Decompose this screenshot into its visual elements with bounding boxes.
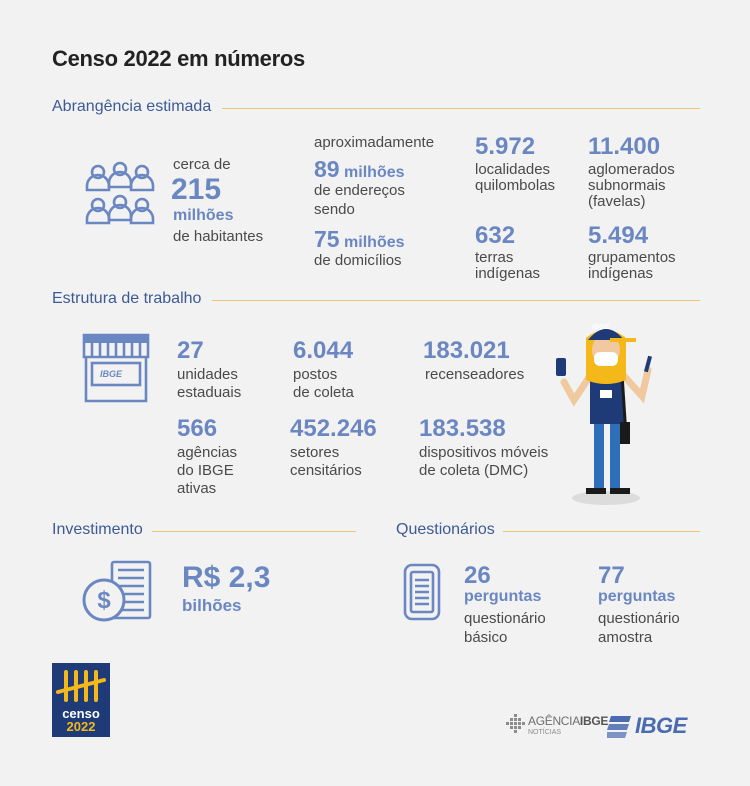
grupamentos-l1: grupamentos <box>588 249 676 266</box>
postos-number: 6.044 <box>293 337 354 364</box>
postos-l2: de coleta <box>293 384 354 401</box>
amostra-unit: perguntas <box>598 588 676 605</box>
section-rule <box>222 108 700 109</box>
unidades-l1: unidades <box>177 366 238 383</box>
agencias-number: 566 <box>177 415 218 442</box>
section-rule <box>212 300 700 301</box>
addresses-unit: milhões <box>344 164 405 181</box>
domicilios-suffix: de domicílios <box>314 252 402 269</box>
recenseadores-l1: recenseadores <box>425 366 525 383</box>
amostra-number: 77 <box>598 562 625 589</box>
censo-2022-logo <box>52 663 110 737</box>
amostra-l2: amostra <box>598 629 653 646</box>
addresses-suffix1: de endereços <box>314 182 405 199</box>
domicilios-unit: milhões <box>344 234 405 251</box>
dmc-l2: de coleta (DMC) <box>419 462 529 479</box>
section-rule <box>152 531 356 532</box>
unidades-l2: estaduais <box>177 384 242 401</box>
section-questionarios: Questionários <box>396 521 495 538</box>
population-suffix: de habitantes <box>173 228 264 245</box>
svg-text:$: $ <box>97 587 111 614</box>
section-rule <box>503 531 700 532</box>
addresses-number: 89 <box>314 156 340 182</box>
favelas-l3: (favelas) <box>588 193 646 210</box>
amostra-l1: questionário <box>598 610 680 627</box>
agencia-sub: NOTÍCIAS <box>528 729 562 736</box>
basico-number: 26 <box>464 562 491 589</box>
recenseadores-number: 183.021 <box>423 337 510 364</box>
quilombolas-l1: localidades <box>475 161 551 178</box>
terras-number: 632 <box>475 222 516 249</box>
section-estrutura: Estrutura de trabalho <box>52 290 202 307</box>
population-prefix: cerca de <box>173 156 231 173</box>
cap-logo: IBGE <box>592 324 610 331</box>
addresses-figure <box>314 156 405 183</box>
agencias-l1: agências <box>177 444 238 461</box>
favelas-l2: subnormais <box>588 177 666 194</box>
setores-number: 452.246 <box>290 415 377 442</box>
section-investimento: Investimento <box>52 521 143 538</box>
addresses-prefix: aproximadamente <box>314 134 435 151</box>
agencia-main: AGÊNCIA <box>528 714 580 728</box>
unidades-number: 27 <box>177 337 204 364</box>
population-number: 215 <box>171 173 222 206</box>
dmc-number: 183.538 <box>419 415 506 442</box>
page-title: Censo 2022 em números <box>52 46 305 71</box>
favelas-number: 11.400 <box>588 133 661 160</box>
setores-l1: setores <box>290 444 340 461</box>
tally-marks-icon <box>52 666 110 706</box>
basico-l2: básico <box>464 629 508 646</box>
agencias-l2: do IBGE <box>177 462 234 479</box>
favelas-l1: aglomerados <box>588 161 675 178</box>
quilombolas-l2: quilombolas <box>475 177 556 194</box>
setores-l2: censitários <box>290 462 362 479</box>
grupamentos-l2: indígenas <box>588 265 654 282</box>
section-abrangencia: Abrangência estimada <box>52 98 212 115</box>
people-icon <box>84 160 156 236</box>
grupamentos-number: 5.494 <box>588 222 649 249</box>
investment-unit: bilhões <box>182 596 242 615</box>
agencia-mark-icon <box>506 714 526 736</box>
domicilios-figure <box>314 226 405 253</box>
population-unit: milhões <box>173 207 234 224</box>
ibge-logo-text: IBGE <box>635 713 687 738</box>
postos-l1: postos <box>293 366 338 383</box>
terras-l2: indígenas <box>475 265 541 282</box>
ibge-mark-icon <box>607 716 633 738</box>
dmc-l1: dispositivos móveis <box>419 444 549 461</box>
investment-value: R$ 2,3 <box>182 561 271 594</box>
agencia-bold: IBGE <box>579 714 609 728</box>
agencias-l3: ativas <box>177 480 217 497</box>
domicilios-number: 75 <box>314 226 340 252</box>
censo-word: censo <box>62 706 100 721</box>
terras-l1: terras <box>475 249 514 266</box>
census-taker-illustration <box>550 312 660 508</box>
basico-l1: questionário <box>464 610 546 627</box>
censo-year: 2022 <box>66 719 96 734</box>
basico-unit: perguntas <box>464 588 542 605</box>
store-sign: IBGE <box>100 369 123 379</box>
agencia-logo-text <box>528 714 608 728</box>
quilombolas-number: 5.972 <box>475 133 536 160</box>
money-document-icon <box>80 560 154 624</box>
clipboard-icon <box>402 562 442 622</box>
addresses-suffix2: sendo <box>314 201 355 218</box>
